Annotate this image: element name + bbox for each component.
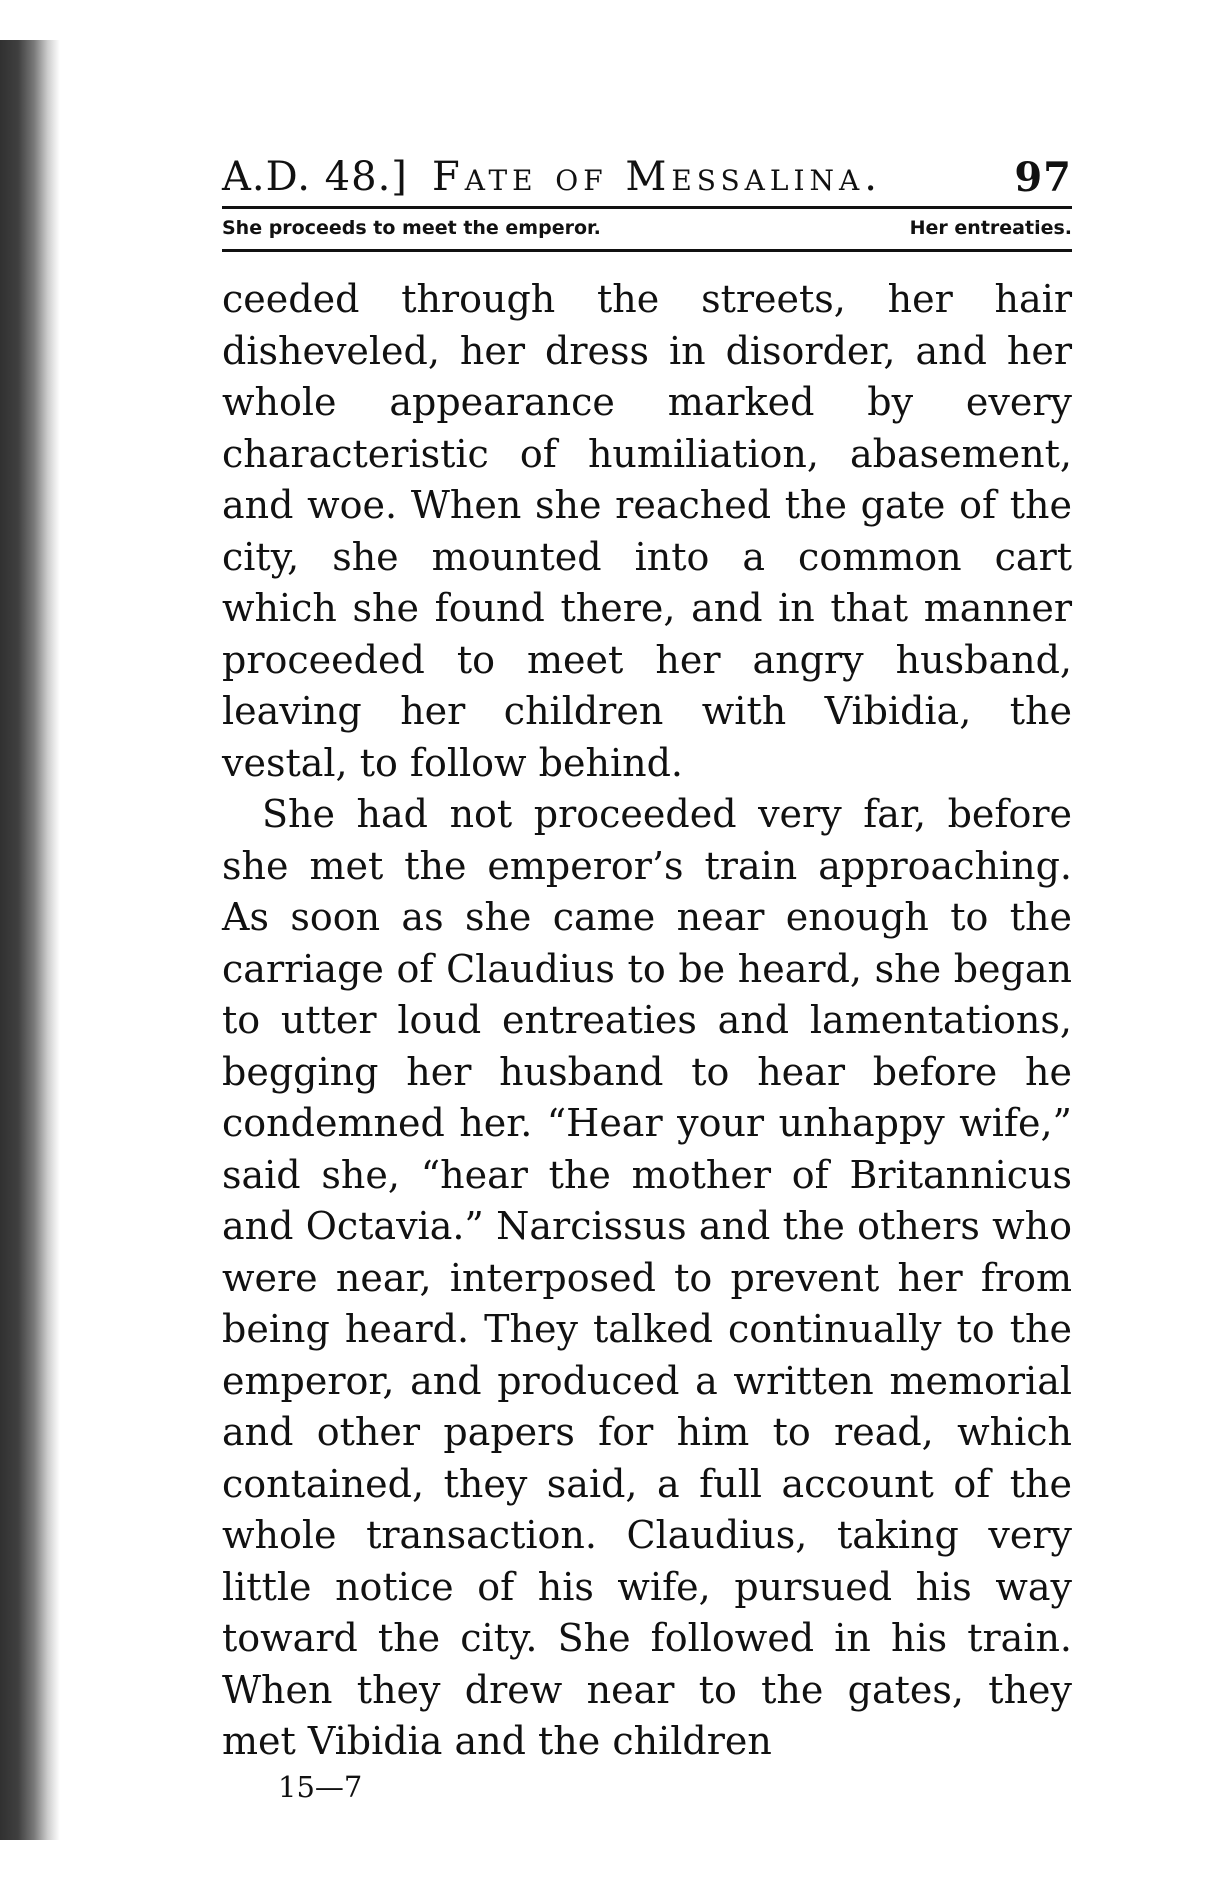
running-head [222, 150, 1072, 206]
body-text [222, 274, 1072, 1768]
signature-mark: 15—7 [278, 1769, 363, 1804]
running-head-date: A.D. 48.] [222, 154, 408, 200]
running-head-title: Fate of Messalina. [432, 154, 882, 200]
paragraph-2: She had not proceeded very far, before she met the emperor’s train approaching. As soon as she came near enough to the carriage of Claudius to be heard, she began to utter loud entreaties and lamentations, begging her husband to hear before he condemned her. “Hear your unhappy wife,” said she, “hear the mother of Britannicus and Octavia.” Narcissus and the others who were near, interposed to prevent her from being heard. They talked continually to the emperor, and produced a written memorial and other papers for him to read, which contained, they said, a full account of the whole transaction. Claudius, taking very little notice of his wife, pursued his way toward the city. She followed in his train. When they drew near to the gates, they met Vibidia and the children [222, 792, 1072, 1763]
page-number: 97 [1014, 154, 1072, 201]
header-rule-bottom [222, 249, 1072, 252]
sidenote-right: Her entreaties. [909, 217, 1072, 239]
book-page [222, 150, 1072, 1804]
paragraph-1: ceeded through the streets, her hair disheveled, her dress in disorder, and her whole appearance marked by every characteristic of humiliation, abasement, and woe. When she reached the gate of the city, she mounted into a common cart which she found there, and in that manner proceeded to meet her angry husband, leaving her children with Vibidia, the vestal, to follow behind. [222, 277, 1072, 785]
sidenotes [222, 209, 1072, 249]
book-binding-shadow [0, 40, 60, 1840]
sidenote-left: She proceeds to meet the emperor. [222, 217, 601, 239]
